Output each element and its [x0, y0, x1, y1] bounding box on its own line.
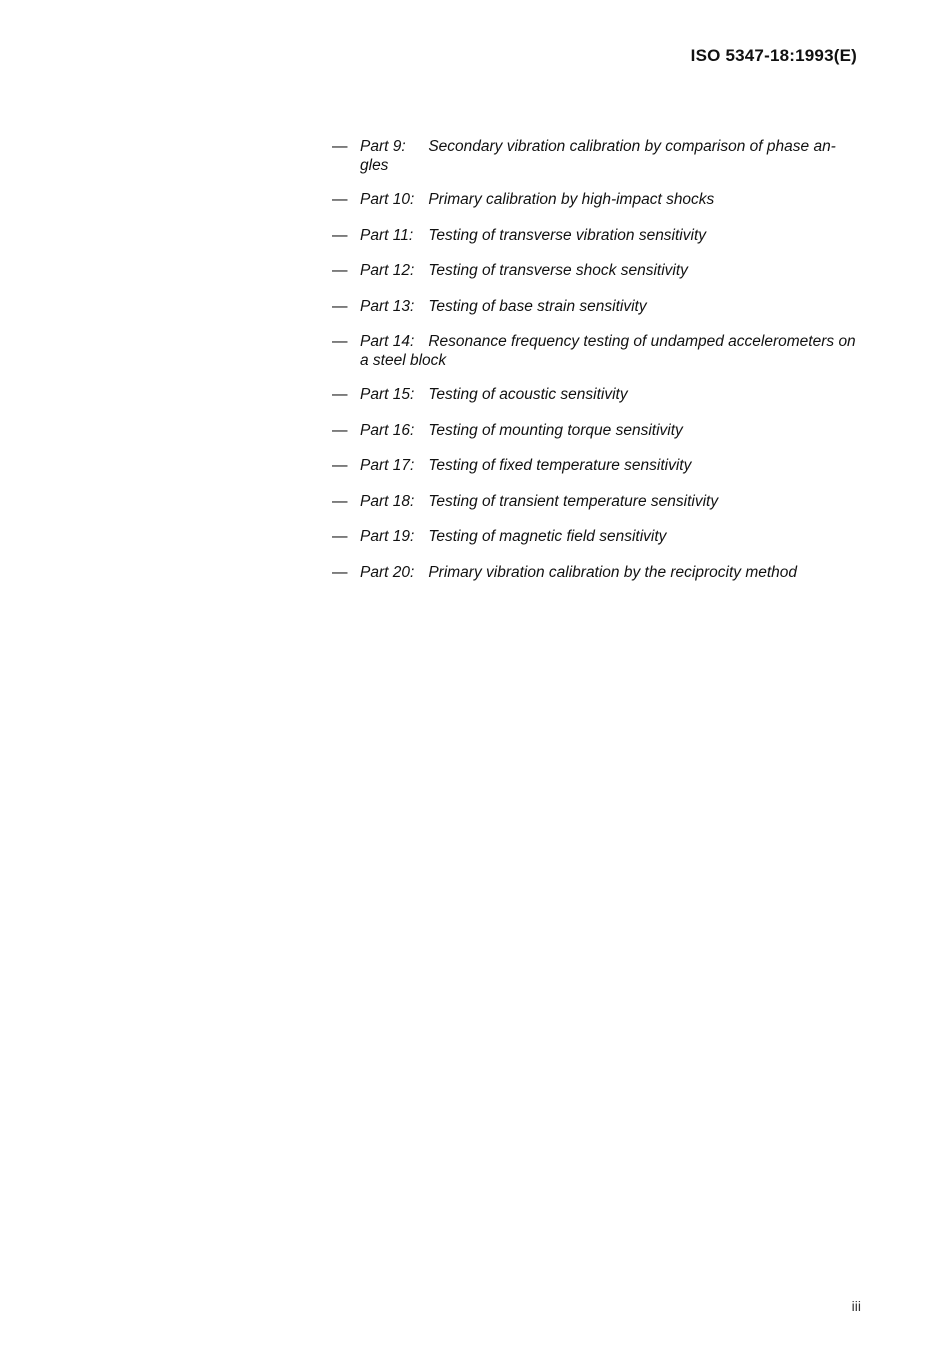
part-title: Testing of mounting torque sensitivity	[428, 421, 683, 439]
part-title: Testing of fixed temperature sensitivity	[428, 457, 692, 474]
part-title: Resonance frequency testing of undamped accelerometers on a steel block	[360, 333, 856, 369]
list-dash: —	[332, 457, 348, 474]
part-title: Testing of transverse shock sensitivity	[428, 262, 688, 279]
list-item	[332, 261, 862, 280]
list-item	[332, 226, 862, 245]
part-number: Part 12:	[360, 262, 415, 279]
part-number: Part 11:	[360, 226, 414, 244]
list-item	[332, 492, 862, 511]
list-dash: —	[332, 333, 348, 350]
list-dash: —	[332, 297, 348, 315]
list-dash: —	[332, 226, 348, 244]
part-number: Part 13:	[360, 297, 415, 315]
list-dash: —	[332, 386, 348, 403]
part-number: Part 16:	[360, 421, 415, 439]
list-dash: —	[332, 563, 348, 581]
list-item	[332, 137, 862, 175]
list-dash: —	[332, 191, 348, 208]
list-item	[332, 190, 862, 209]
page-number: iii	[851, 1298, 861, 1314]
part-title: Testing of transverse vibration sensitivity	[428, 226, 707, 244]
part-number: Part 18:	[360, 492, 415, 510]
part-title: Testing of acoustic sensitivity	[428, 386, 628, 403]
part-title: Primary calibration by high-impact shocks	[428, 191, 715, 208]
list-item	[332, 385, 862, 404]
list-dash: —	[332, 138, 348, 155]
part-number: Part 14:	[360, 333, 415, 350]
part-title: Primary vibration calibration by the reciprocity method	[428, 563, 798, 581]
list-item	[332, 421, 862, 440]
part-title: Testing of transient temperature sensitivity	[428, 492, 719, 510]
part-title: Testing of base strain sensitivity	[428, 297, 647, 315]
part-title: Testing of magnetic field sensitivity	[428, 528, 667, 545]
list-item	[332, 332, 862, 370]
part-number: Part 17:	[360, 457, 415, 474]
list-item	[332, 527, 862, 546]
part-number: Part 19:	[360, 528, 415, 545]
part-number: Part 15:	[360, 386, 415, 403]
part-number: Part 20:	[360, 563, 415, 581]
part-number: Part 10:	[360, 191, 415, 208]
list-dash: —	[332, 492, 348, 510]
parts-list	[332, 137, 862, 598]
document-id: ISO 5347-18:1993(E)	[690, 46, 857, 65]
part-number: Part 9:	[360, 138, 406, 155]
list-dash: —	[332, 262, 348, 279]
list-item	[332, 563, 862, 582]
list-item	[332, 297, 862, 316]
list-dash: —	[332, 528, 348, 545]
list-item	[332, 456, 862, 475]
part-title: Secondary vibration calibration by comparison of phase an- gles	[360, 138, 836, 174]
list-dash: —	[332, 421, 348, 439]
